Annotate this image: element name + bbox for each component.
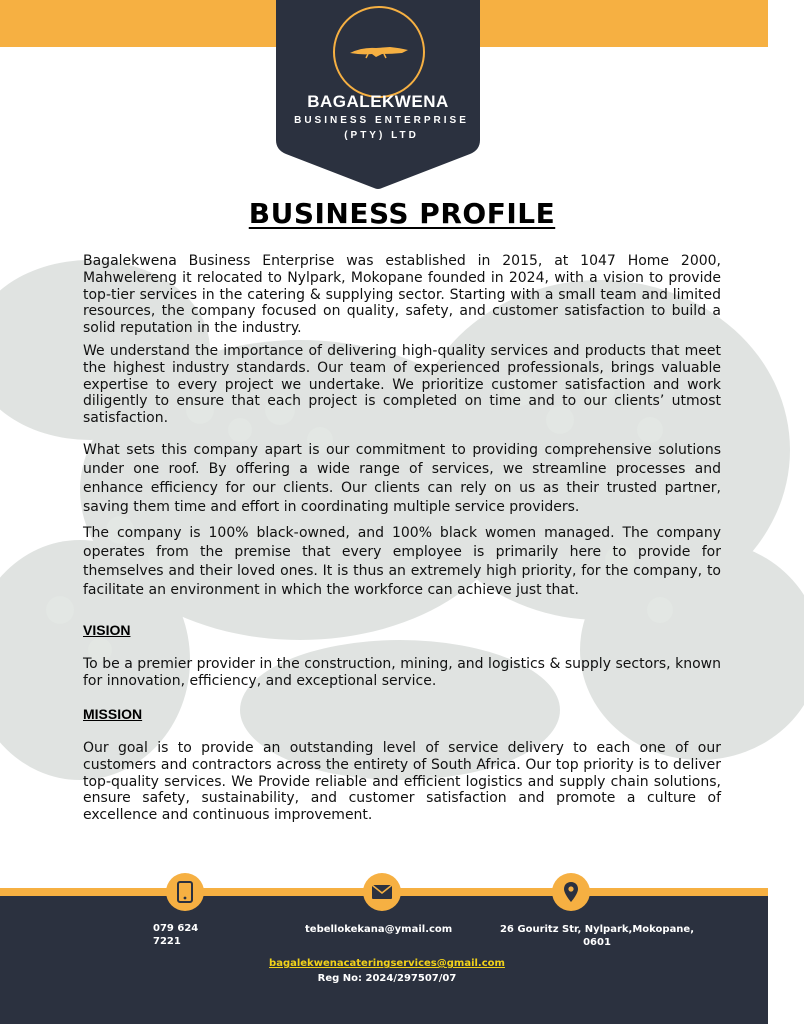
intro-paragraph: Bagalekwena Business Enterprise was established in 2015, at 1047 Home 2000, Mahwelereng it relocated to Nylpark, Mokopane founded in 2024, with a vision to provide top-tier services in the catering & supplying sector. Starting with a small team and limited resources, the company focused on quality, safety, and customer satisfaction to build a solid reputation in the industry.: [83, 253, 721, 337]
footer-registration: Reg No: 2024/297507/07: [317, 973, 457, 984]
ownership-paragraph: The company is 100% black-owned, and 100% black women managed. The company operates from the premise that every employee is primarily here to provide for themselves and their loved ones. It is thus an extremely high priority, for the company, to facilitate an environment in which the workforce can achieve just that.: [83, 525, 721, 598]
mission-text: Our goal is to provide an outstanding level of service delivery to each one of our customers and contractors across the entirety of South Africa. Our top priority is to deliver top-quality services. We Provide reliable and efficient logistics and supply chain solutions, ensure safety, sustainability, and customer satisfaction and promote a culture of excellence and continuous improvement.: [83, 740, 721, 824]
mail-icon: [363, 873, 401, 911]
differentiator-paragraph: What sets this company apart is our commitment to providing comprehensive solutions under one roof. By offering a wide range of services, we streamline processes and enhance efficiency for our clients. Our clients can rely on us as their trusted partner, saving them time and effort in coordinating multiple service providers.: [83, 442, 721, 515]
footer-email[interactable]: tebellokekana@ymail.com: [305, 924, 453, 935]
footer-website-email-link[interactable]: bagalekwenacateringservices@gmail.com: [269, 958, 505, 969]
vision-heading: VISION: [83, 622, 131, 638]
quality-paragraph: We understand the importance of delivering high-quality services and products that meet the highest industry standards. Our team of experienced professionals, brings valuable expertise to every project we undertake. We prioritize customer satisfaction and work diligently to ensure that each project is completed on time and to our clients’ utmost satisfaction.: [83, 343, 721, 427]
mission-heading: MISSION: [83, 706, 143, 722]
crocodile-icon: [332, 5, 426, 99]
page-title: BUSINESS PROFILE: [248, 197, 556, 230]
brand-subtitle: BUSINESS ENTERPRISE (PTY) LTD: [294, 115, 469, 141]
vision-text: To be a premier provider in the construction, mining, and logistics & supply sectors, known for innovation, efficiency, and exceptional service.: [83, 656, 721, 689]
footer-address: 26 Gouritz Str, Nylpark,Mokopane, 0601: [499, 924, 695, 948]
brand-name: BAGALEKWENA: [307, 92, 449, 111]
location-pin-icon: [552, 873, 590, 911]
phone-icon: [166, 873, 204, 911]
footer-phone: 079 624 7221: [153, 923, 199, 947]
